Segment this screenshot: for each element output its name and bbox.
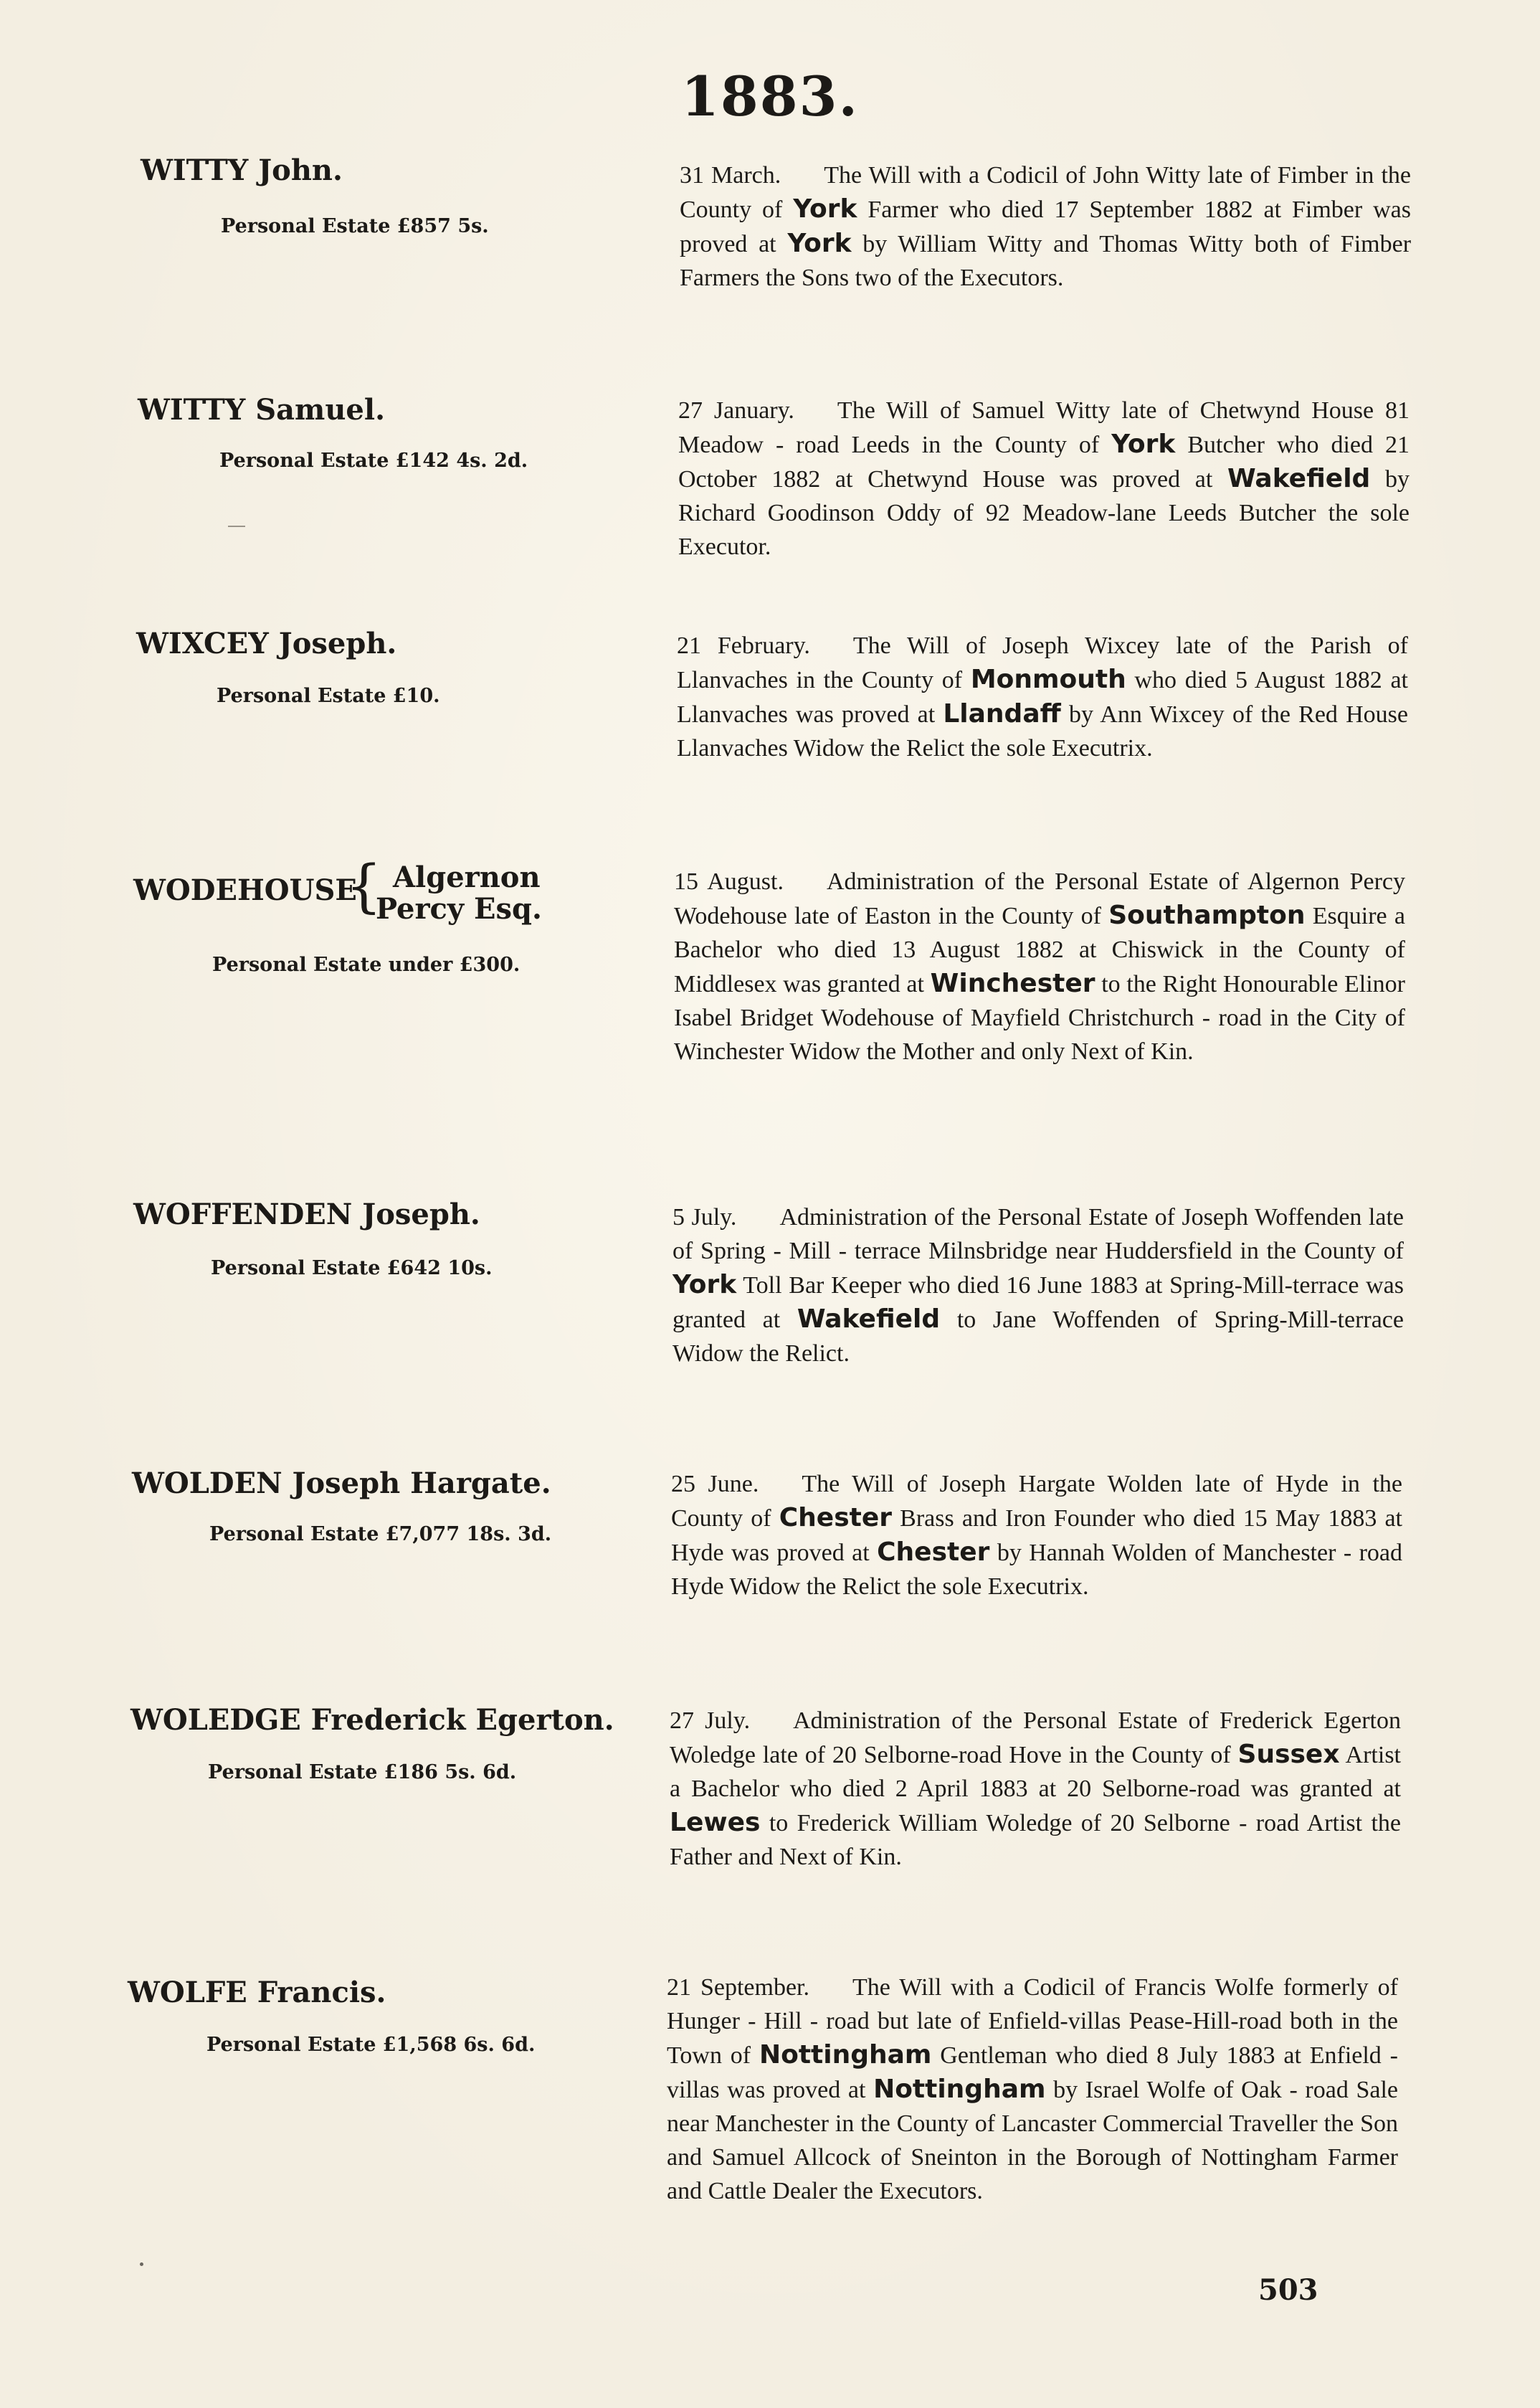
entry-place: Chester (779, 1503, 893, 1532)
entry-estate: Personal Estate £857 5s. (221, 215, 489, 237)
entry-date: 27 January. (678, 397, 794, 424)
entry-text: 5 July. Administration of the Personal Estate of Joseph Woffenden late of Spring - Mill - terrace Milnsbridge near Huddersfield in the County of York Toll Bar Keeper who died 16 June 1883 at Spring-Mill-terrace was granted at Wakefield to Jane Woffenden of Spring-Mill-terrace Widow the Relict. (672, 1204, 1404, 1367)
entry-place: York (793, 194, 857, 224)
entry-place: Chester (877, 1537, 990, 1567)
entry-text: 27 July. Administration of the Personal Estate of Frederick Egerton Woledge late of 20 Selborne-road Hove in the County of Sussex Artist a Bachelor who died 2 April 1883 at 20 Selborne-road was granted at Lewes to Frederick William Woledge of 20 Selborne - road Artist the Father and Next of Kin. (670, 1707, 1401, 1870)
entry-place: Lewes (670, 1808, 761, 1837)
entry-name: WOLEDGE Frederick Egerton. (130, 1703, 614, 1737)
entry-estate: Personal Estate £7,077 18s. 3d. (209, 1523, 552, 1545)
entry-place: Southampton (1108, 901, 1306, 930)
entry-name: WIXCEY Joseph. (136, 627, 397, 660)
entry-place: Nottingham (759, 2040, 932, 2070)
entry-estate: Personal Estate £186 5s. 6d. (208, 1761, 517, 1783)
entry-text: 21 February. The Will of Joseph Wixcey late of the Parish of Llanvaches in the County of Monmouth who died 5 August 1882 at Llanvaches was proved at Llandaff by Ann Wixcey of the Red House Llanvaches Widow the Relict the sole Executrix. (677, 632, 1408, 762)
entry-date: 27 July. (670, 1707, 751, 1734)
entry-date: 21 February. (677, 632, 810, 659)
entry-name: WOFFENDEN Joseph. (133, 1198, 480, 1231)
page-year-heading: 1883. (681, 65, 859, 128)
entry-estate: Personal Estate £10. (217, 685, 440, 707)
entry-place: Monmouth (970, 665, 1126, 694)
entry-estate: Personal Estate £642 10s. (211, 1257, 493, 1279)
entry-date: 25 June. (671, 1471, 759, 1497)
entry-place: Winchester (930, 969, 1095, 998)
stray-mark (140, 2262, 143, 2266)
entry-place: York (787, 229, 852, 258)
entry-name: WITTY John. (141, 153, 343, 187)
entry-place: Wakefield (797, 1304, 941, 1334)
entry-text: 21 September. The Will with a Codicil of Francis Wolfe formerly of Hunger - Hill - road but late of Enfield-villas Pease-Hill-road both in the Town of Nottingham Gentleman who died 8 July 1883 at Enfield - villas was proved at Nottingham by Israel Wolfe of Oak - road Sale near Manchester in the County of Lancaster Commercial Traveller the Son and Samuel Allcock of Sneinton in the Borough of Nottingham Farmer and Cattle Dealer the Executors. (667, 1974, 1398, 2204)
entry-name: WITTY Samuel. (138, 393, 385, 427)
entry-given-name: Percy Esq. (376, 892, 542, 926)
entry-date: 5 July. (672, 1204, 737, 1231)
entry-place: Llandaff (943, 699, 1061, 729)
entry-place: York (672, 1270, 737, 1299)
entry-text: 25 June. The Will of Joseph Hargate Wolden late of Hyde in the County of Chester Brass and Iron Founder who died 15 May 1883 at Hyde was proved at Chester by Hannah Wolden of Manchester - road Hyde Widow the Relict the sole Executrix. (671, 1471, 1402, 1600)
page-number: 503 (1258, 2273, 1318, 2307)
entry-date: 15 August. (674, 868, 784, 895)
entry-estate: Personal Estate £1,568 6s. 6d. (206, 2034, 536, 2056)
entry-name: WOLFE Francis. (128, 1976, 386, 2009)
entry-date: 31 March. (680, 162, 781, 189)
entry-place: York (1111, 430, 1176, 459)
entry-surname: WODEHOUSE (133, 873, 357, 907)
name-brace: { (346, 853, 382, 919)
entry-text: 31 March. The Will with a Codicil of John Witty late of Fimber in the County of York Farmer who died 17 September 1882 at Fimber was proved at York by William Witty and Thomas Witty both of Fimber Farmers the Sons two of the Executors. (680, 162, 1412, 291)
entry-text: 15 August. Administration of the Personal Estate of Algernon Percy Wodehouse late of Easton in the County of Southampton Esquire a Bachelor who died 13 August 1882 at Chiswick in the County of Middlesex was granted at Winchester to the Right Honourable Elinor Isabel Bridget Wodehouse of Mayfield Christchurch - road in the City of Winchester Widow the Mother and only Next of Kin. (674, 868, 1406, 1065)
entry-date: 21 September. (667, 1974, 809, 2001)
entry-place: Nottingham (873, 2075, 1046, 2104)
entry-name: WOLDEN Joseph Hargate. (132, 1466, 551, 1500)
entry-given-name: Algernon (393, 861, 541, 894)
stray-mark (228, 526, 245, 527)
entry-place: Sussex (1237, 1740, 1340, 1769)
entry-estate: Personal Estate £142 4s. 2d. (219, 450, 528, 472)
entry-text: 27 January. The Will of Samuel Witty late of Chetwynd House 81 Meadow - road Leeds in the County of York Butcher who died 21 October 1882 at Chetwynd House was proved at Wakefield by Richard Goodinson Oddy of 92 Meadow-lane Leeds Butcher the sole Executor. (678, 397, 1410, 560)
entry-place: Wakefield (1227, 464, 1371, 493)
entry-estate: Personal Estate under £300. (212, 954, 521, 976)
